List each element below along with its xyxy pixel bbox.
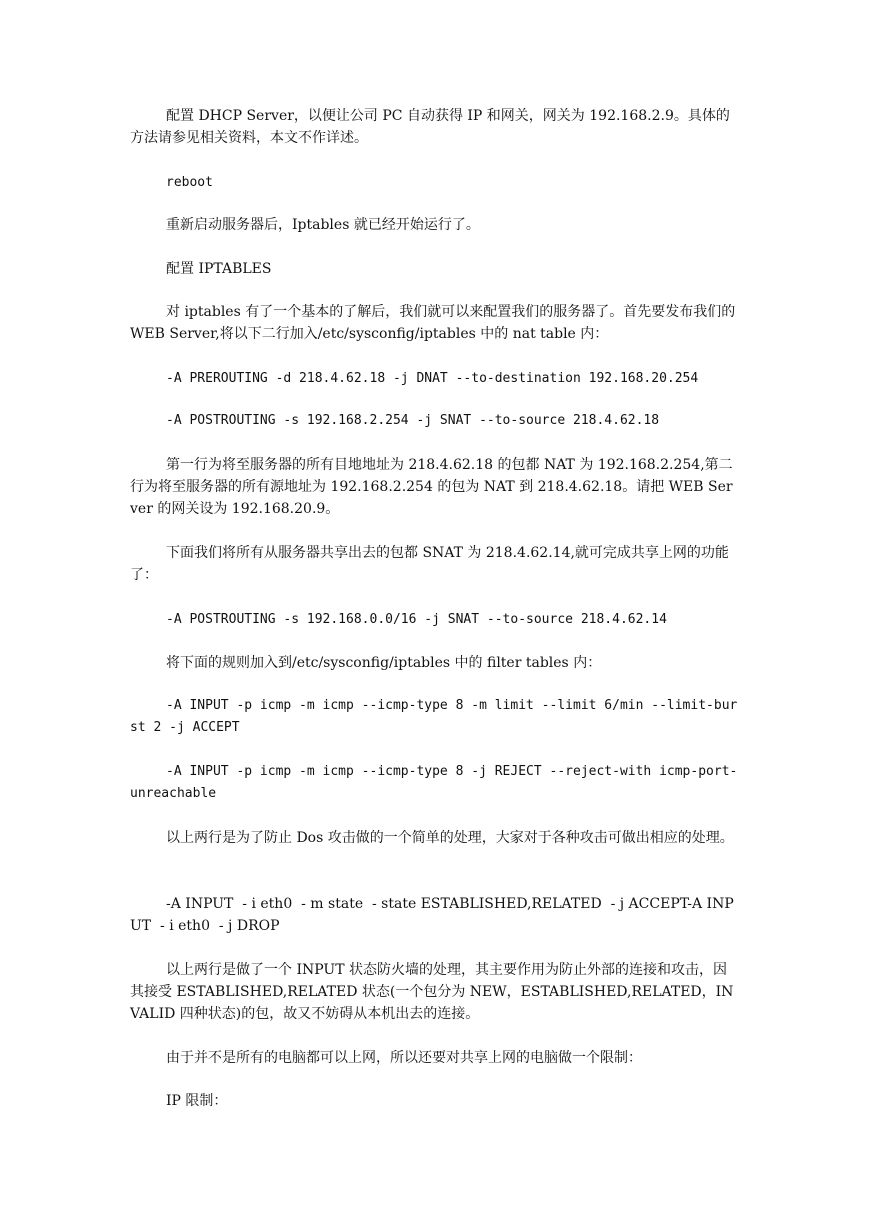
paragraph-access-limit [130,1047,740,1069]
code-line-icmp-accept [130,695,740,739]
paragraph-iptables-intro [130,301,740,345]
code-line-postrouting-web [130,410,740,432]
paragraph-reboot-command [130,172,740,194]
paragraph-nat-explanation [130,454,740,520]
code-line-postrouting-share [130,609,740,631]
paragraph-filter-tables [130,652,740,674]
code-line-prerouting [130,368,740,390]
paragraph-text: IP 限制： [166,1093,228,1109]
paragraph-text: 以上两行是做了一个 INPUT 状态防火墙的处理，其主要作用为防止外部的连接和攻击，因其接受 ESTABLISHED,RELATED 状态(一个包分为 NEW，ESTABLISHED,RELATED，INVALID 四种状态)的包，故又不妨碍从本机出去的连接。 [130,962,734,1022]
code-line-state-rules [130,893,740,937]
paragraph-text: -A PREROUTING -d 218.4.62.18 -j DNAT --to-destination 192.168.20.254 [166,371,699,386]
paragraph-text: 配置 DHCP Server，以便让公司 PC 自动获得 IP 和网关，网关为 192.168.2.9。具体的方法请参见相关资料，本文不作详述。 [130,108,730,146]
paragraph-text: 下面我们将所有从服务器共享出去的包都 SNAT 为 218.4.62.14,就可完成共享上网的功能了： [130,545,729,583]
code-line-icmp-reject [130,761,740,805]
paragraph-text: 将下面的规则加入到/etc/sysconfig/iptables 中的 filter tables 内： [166,655,602,671]
paragraph-text: 由于并不是所有的电脑都可以上网，所以还要对共享上网的电脑做一个限制： [166,1050,642,1066]
paragraph-text: -A POSTROUTING -s 192.168.2.254 -j SNAT --to-source 218.4.62.18 [166,413,660,428]
section-heading-iptables [130,258,740,280]
paragraph-text: 重新启动服务器后，Iptables 就已经开始运行了。 [166,217,480,233]
paragraph-text: 对 iptables 有了一个基本的了解后，我们就可以来配置我们的服务器了。首先要发布我们的 WEB Server,将以下二行加入/etc/sysconfig/iptables 中的 nat table 内： [130,304,740,342]
paragraph-text: -A INPUT - i eth0 - m state - state ESTABLISHED,RELATED - j ACCEPT-A INPUT - i eth0 - j DROP [130,896,734,934]
paragraph-dhcp-config [130,105,740,149]
paragraph-text: 配置 IPTABLES [166,261,272,277]
paragraph-text: reboot [166,175,213,190]
paragraph-dos-note [130,827,740,849]
paragraph-restart-note [130,214,740,236]
paragraph-text: -A INPUT -p icmp -m icmp --icmp-type 8 -j REJECT --reject-with icmp-port-unreachable [130,764,738,801]
paragraph-state-firewall [130,959,740,1025]
paragraph-text: -A INPUT -p icmp -m icmp --icmp-type 8 -m limit --limit 6/min --limit-burst 2 -j ACCEPT [130,698,738,735]
paragraph-text: -A POSTROUTING -s 192.168.0.0/16 -j SNAT --to-source 218.4.62.14 [166,612,667,627]
paragraph-text: 以上两行是为了防止 Dos 攻击做的一个简单的处理，大家对于各种攻击可做出相应的处理。 [166,830,734,846]
paragraph-text: 第一行为将至服务器的所有目地地址为 218.4.62.18 的包都 NAT 为 192.168.2.254,第二行为将至服务器的所有源地址为 192.168.2.254 的包为 NAT 到 218.4.62.18。请把 WEB Server 的网关设为 192.168.20.9。 [130,457,733,517]
paragraph-ip-limit [130,1090,740,1112]
paragraph-snat-sharing [130,542,740,586]
